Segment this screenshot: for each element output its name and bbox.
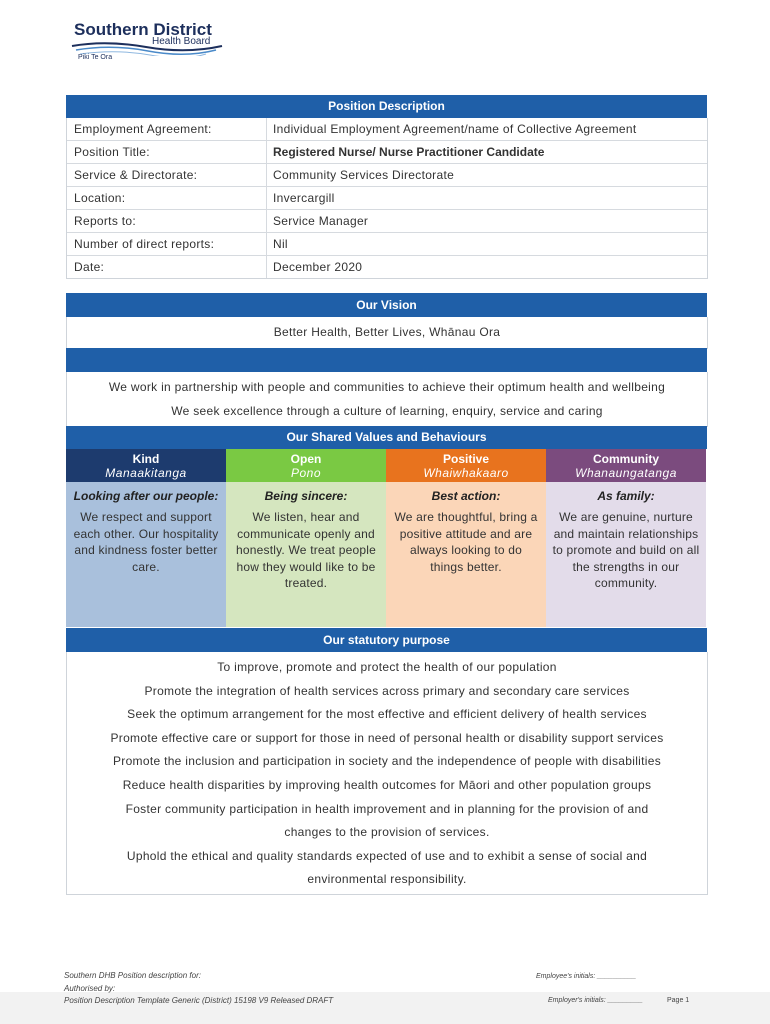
page-number: Page 1 [667, 997, 690, 1004]
row-value: Registered Nurse/ Nurse Practitioner Candidate [273, 145, 545, 159]
value-maori: Whanaungatanga [575, 466, 677, 480]
logo-title: Southern District [74, 20, 212, 39]
statutory-header: Our statutory purpose [66, 628, 707, 652]
table-row [67, 118, 707, 141]
row-label: Number of direct reports: [67, 233, 267, 255]
footer [0, 962, 770, 1024]
value-head [386, 449, 546, 482]
employer-initials: Employer's initials: _________ [548, 997, 643, 1004]
value-text: We are genuine, nurture and maintain relationships to promote and build on all the strengths in our community. [552, 510, 700, 590]
value-maori: Pono [290, 466, 322, 480]
position-header: Position Description [66, 95, 707, 118]
value-head [226, 449, 386, 482]
statutory-line: Uphold the ethical and quality standards expected of use and to exhibit a sense of social and [126, 848, 648, 863]
statutory-line: Reduce health disparities by improving health outcomes for Māori and other population groups [122, 777, 652, 792]
row-label: Reports to: [67, 210, 267, 232]
value-text: We respect and support each other. Our hospitality and kindness foster better care. [73, 510, 219, 574]
value-open [226, 449, 386, 627]
table-row [67, 256, 707, 278]
row-label: Service & Directorate: [67, 164, 267, 186]
value-subtitle: Being sincere: [264, 489, 348, 503]
value-community [546, 449, 706, 627]
value-title: Open [290, 452, 322, 466]
value-maori: Whaiwhakaaro [423, 466, 509, 480]
employee-initials: Employee's initials: __________ [536, 973, 637, 980]
mission-line: We seek excellence through a culture of learning, enquiry, service and caring [171, 404, 603, 418]
statutory-line: Seek the optimum arrangement for the most effective and efficient delivery of health services [127, 707, 647, 722]
value-subtitle: Best action: [431, 489, 501, 503]
footer-line3: Position Description Template Generic (District) 15198 V9 Released DRAFT [64, 996, 334, 1005]
position-table [66, 118, 708, 279]
value-text: We are thoughtful, bring a positive attitude and are always looking to do things better. [394, 510, 538, 574]
table-row [67, 210, 707, 233]
value-kind [66, 449, 226, 627]
row-label: Employment Agreement: [67, 118, 267, 140]
vision-text: Better Health, Better Lives, Whānau Ora [273, 325, 501, 339]
value-maori: Manaakitanga [105, 466, 187, 480]
value-text: We listen, hear and communicate openly and honestly. We treat people how they would like to be treated. [236, 510, 376, 590]
row-value: Invercargill [273, 191, 335, 205]
statutory-line: changes to the provision of services. [284, 825, 490, 840]
value-subtitle: Looking after our people: [73, 489, 219, 503]
value-positive [386, 449, 546, 627]
statutory-line: Promote effective care or support for those in need of personal health or disability support services [110, 730, 664, 745]
value-subtitle: As family: [597, 489, 655, 503]
logo [66, 20, 226, 65]
vision-header: Our Vision [66, 293, 707, 317]
values-grid [66, 449, 706, 627]
mission-bar [66, 348, 707, 372]
statutory-box [66, 652, 708, 895]
statutory-line: environmental responsibility. [307, 872, 467, 887]
footer-line2: Authorised by: [64, 984, 116, 993]
logo-maori: Piki Te Ora [78, 54, 113, 61]
row-value: Nil [273, 237, 288, 251]
footer-line1: Southern DHB Position description for: [64, 971, 201, 980]
row-label: Position Title: [67, 141, 267, 163]
value-head [546, 449, 706, 482]
row-value: Individual Employment Agreement/name of Collective Agreement [273, 122, 637, 136]
statutory-line: Promote the inclusion and participation in society and the independence of people with disabilities [112, 754, 662, 769]
statutory-line: Promote the integration of health services across primary and secondary care services [144, 683, 630, 698]
vision-box [66, 317, 708, 349]
table-row [67, 164, 707, 187]
value-head [66, 449, 226, 482]
row-value: Service Manager [273, 214, 369, 228]
row-value: December 2020 [273, 260, 363, 274]
logo-subtitle: Health Board [152, 36, 211, 47]
statutory-line: Foster community participation in health improvement and in planning for the provision of and [125, 801, 649, 816]
row-value: Community Services Directorate [273, 168, 455, 182]
table-row [67, 141, 707, 164]
row-label: Location: [67, 187, 267, 209]
row-label: Date: [67, 256, 267, 278]
statutory-line: To improve, promote and protect the health of our population [217, 660, 557, 674]
value-title: Kind [132, 452, 160, 466]
values-header: Our Shared Values and Behaviours [66, 426, 707, 449]
value-title: Positive [442, 452, 490, 466]
mission-line: We work in partnership with people and communities to achieve their optimum health and wellbeing [108, 380, 666, 394]
mission-box [66, 372, 708, 427]
table-row [67, 187, 707, 210]
table-row [67, 233, 707, 256]
value-title: Community [593, 452, 659, 466]
